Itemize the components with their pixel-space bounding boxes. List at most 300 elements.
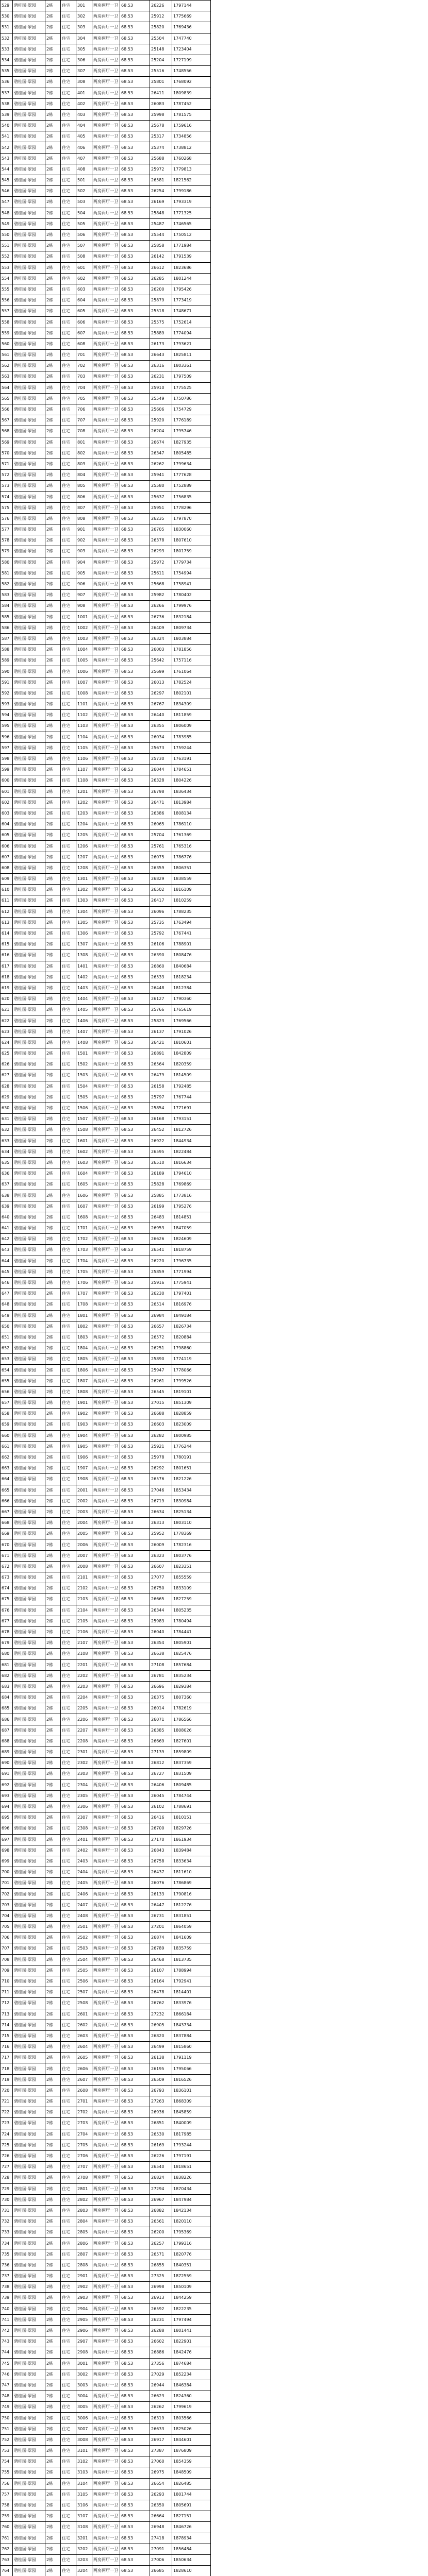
cell-unit-type: 两房两厅一卫 (92, 361, 120, 371)
cell-room: 2501 (76, 1922, 92, 1933)
cell-unit-type: 两房两厅一卫 (92, 1790, 120, 1801)
cell-project: 碧桂园·翠园 (13, 2347, 45, 2358)
cell-usage: 住宅 (61, 2554, 76, 2565)
cell-seq: 706 (1, 1933, 13, 1943)
cell-usage: 住宅 (61, 1910, 76, 1921)
cell-unit-price: 26922 (150, 1136, 172, 1146)
cell-project: 碧桂园·翠园 (13, 590, 45, 601)
cell-area: 68.53 (120, 295, 150, 306)
cell-unit-price: 25148 (150, 44, 172, 55)
cell-seq: 588 (1, 645, 13, 655)
cell-usage: 住宅 (61, 492, 76, 502)
cell-unit-price: 26499 (150, 2042, 172, 2053)
cell-room: 1805 (76, 1354, 92, 1365)
cell-area: 68.53 (120, 1430, 150, 1441)
cell-building: 2栋 (45, 2271, 61, 2282)
cell-unit-type: 两房两厅一卫 (92, 1998, 120, 2009)
cell-area: 68.53 (120, 2020, 150, 2030)
cell-room: 506 (76, 229, 92, 240)
cell-room: 2602 (76, 2020, 92, 2030)
cell-total-price: 1818651 (172, 2162, 211, 2173)
table-row (1, 862, 211, 873)
cell-area: 68.53 (120, 786, 150, 797)
cell-unit-type: 两房两厅一卫 (92, 88, 120, 98)
cell-room: 2005 (76, 1529, 92, 1539)
cell-seq: 663 (1, 1463, 13, 1474)
table-row (1, 2150, 211, 2161)
table-row (1, 153, 211, 164)
cell-unit-price: 26623 (150, 2391, 172, 2402)
cell-room: 1608 (76, 1212, 92, 1223)
cell-room: 1802 (76, 1321, 92, 1332)
cell-area: 68.53 (120, 2489, 150, 2500)
cell-area: 68.53 (120, 1910, 150, 1921)
cell-project: 碧桂园·翠园 (13, 306, 45, 317)
cell-usage: 住宅 (61, 2063, 76, 2074)
cell-total-price: 1822901 (172, 2336, 211, 2347)
cell-usage: 住宅 (61, 2434, 76, 2445)
cell-unit-type: 两房两厅一卫 (92, 11, 120, 22)
cell-project: 碧桂园·翠园 (13, 666, 45, 677)
cell-seq: 685 (1, 1703, 13, 1714)
cell-unit-type: 两房两厅一卫 (92, 1146, 120, 1157)
cell-total-price: 1821562 (172, 175, 211, 186)
cell-total-price: 1801759 (172, 546, 211, 557)
cell-building: 2栋 (45, 2566, 61, 2576)
cell-unit-type: 两房两厅一卫 (92, 1266, 120, 1277)
cell-seq: 546 (1, 186, 13, 197)
cell-usage: 住宅 (61, 2522, 76, 2533)
cell-usage: 住宅 (61, 601, 76, 612)
cell-area: 68.53 (120, 415, 150, 426)
cell-seq: 738 (1, 2282, 13, 2293)
cell-unit-price: 26984 (150, 1310, 172, 1321)
cell-seq: 726 (1, 2150, 13, 2161)
cell-unit-type: 两房两厅一卫 (92, 448, 120, 459)
cell-unit-type: 两房两厅一卫 (92, 1529, 120, 1539)
cell-area: 68.53 (120, 1769, 150, 1780)
cell-unit-price: 26014 (150, 1703, 172, 1714)
table-row (1, 1529, 211, 1539)
cell-unit-type: 两房两厅一卫 (92, 1125, 120, 1136)
cell-unit-type: 两房两厅一卫 (92, 2271, 120, 2282)
cell-area: 68.53 (120, 1125, 150, 1136)
cell-seq: 586 (1, 622, 13, 633)
cell-total-price: 1819101 (172, 1386, 211, 1397)
cell-project: 碧桂园·翠园 (13, 1922, 45, 1933)
cell-seq: 560 (1, 338, 13, 349)
cell-area: 68.53 (120, 622, 150, 633)
cell-seq: 600 (1, 775, 13, 786)
table-row (1, 121, 211, 131)
cell-total-price: 1848509 (172, 2467, 211, 2478)
cell-building: 2栋 (45, 2227, 61, 2238)
cell-room: 1803 (76, 1332, 92, 1343)
cell-room: 1604 (76, 1168, 92, 1179)
cell-unit-price: 27263 (150, 2096, 172, 2107)
cell-building: 2栋 (45, 655, 61, 666)
cell-seq: 697 (1, 1834, 13, 1845)
cell-area: 68.53 (120, 1561, 150, 1572)
cell-usage: 住宅 (61, 666, 76, 677)
cell-total-price: 1842134 (172, 2205, 211, 2216)
cell-project: 碧桂园·翠园 (13, 895, 45, 906)
table-row (1, 524, 211, 535)
cell-unit-price: 25606 (150, 404, 172, 415)
cell-unit-type: 两房两厅一卫 (92, 1430, 120, 1441)
cell-area: 68.53 (120, 830, 150, 841)
cell-room: 1407 (76, 1026, 92, 1037)
cell-area: 68.53 (120, 328, 150, 338)
cell-unit-type: 两房两厅一卫 (92, 1234, 120, 1245)
cell-total-price: 1754994 (172, 568, 211, 579)
cell-seq: 607 (1, 852, 13, 862)
cell-total-price: 1803361 (172, 361, 211, 371)
cell-total-price: 1820776 (172, 2249, 211, 2260)
cell-usage: 住宅 (61, 2140, 76, 2150)
cell-area: 68.53 (120, 1878, 150, 1889)
cell-building: 2栋 (45, 2042, 61, 2053)
cell-project: 碧桂园·翠园 (13, 1616, 45, 1626)
cell-room: 1401 (76, 961, 92, 972)
cell-area: 68.53 (120, 1168, 150, 1179)
cell-project: 碧桂园·翠园 (13, 2325, 45, 2336)
cell-seq: 581 (1, 568, 13, 579)
cell-unit-price: 26626 (150, 1234, 172, 1245)
cell-unit-type: 两房两厅一卫 (92, 1539, 120, 1550)
cell-room: 3202 (76, 2544, 92, 2554)
cell-building: 2栋 (45, 2446, 61, 2456)
cell-room: 2703 (76, 2118, 92, 2129)
cell-unit-type: 两房两厅一卫 (92, 950, 120, 961)
cell-seq: 760 (1, 2522, 13, 2533)
table-row (1, 2020, 211, 2030)
cell-unit-price: 26262 (150, 459, 172, 469)
table-row (1, 579, 211, 589)
cell-room: 2208 (76, 1736, 92, 1747)
cell-room: 1502 (76, 1059, 92, 1070)
cell-building: 2栋 (45, 1987, 61, 1998)
cell-total-price: 1833976 (172, 1998, 211, 2009)
cell-seq: 645 (1, 1266, 13, 1277)
cell-project: 碧桂园·翠园 (13, 1168, 45, 1179)
cell-usage: 住宅 (61, 1626, 76, 1637)
cell-building: 2栋 (45, 688, 61, 699)
cell-unit-price: 26541 (150, 1245, 172, 1256)
cell-unit-price: 26251 (150, 1343, 172, 1354)
cell-project: 碧桂园·翠园 (13, 131, 45, 142)
cell-usage: 住宅 (61, 1289, 76, 1299)
cell-seq: 603 (1, 808, 13, 819)
cell-usage: 住宅 (61, 1409, 76, 1419)
cell-total-price: 1805485 (172, 448, 211, 459)
cell-room: 308 (76, 77, 92, 88)
table-row (1, 2282, 211, 2293)
cell-area: 68.53 (120, 1277, 150, 1288)
cell-area: 68.53 (120, 2554, 150, 2565)
cell-project: 碧桂园·翠园 (13, 1070, 45, 1081)
cell-unit-price: 26158 (150, 1081, 172, 1092)
cell-unit-price: 26688 (150, 1409, 172, 1419)
cell-seq: 689 (1, 1747, 13, 1758)
cell-seq: 733 (1, 2227, 13, 2238)
cell-room: 1103 (76, 721, 92, 732)
table-row (1, 2336, 211, 2347)
cell-total-price: 1823351 (172, 1561, 211, 1572)
cell-building: 2栋 (45, 1812, 61, 1823)
cell-total-price: 1801744 (172, 2489, 211, 2500)
cell-usage: 住宅 (61, 98, 76, 109)
table-row (1, 2194, 211, 2205)
cell-project: 碧桂园·翠园 (13, 1059, 45, 1070)
cell-room: 1307 (76, 939, 92, 950)
cell-area: 68.53 (120, 1506, 150, 1517)
cell-project: 碧桂园·翠园 (13, 2522, 45, 2533)
cell-unit-price: 26750 (150, 1583, 172, 1594)
cell-unit-price: 26654 (150, 2478, 172, 2489)
cell-building: 2栋 (45, 2303, 61, 2314)
cell-unit-type: 两房两厅一卫 (92, 2183, 120, 2194)
cell-usage: 住宅 (61, 1081, 76, 1092)
cell-unit-type: 两房两厅一卫 (92, 197, 120, 208)
cell-area: 68.53 (120, 1987, 150, 1998)
cell-seq: 655 (1, 1376, 13, 1386)
table-row (1, 448, 211, 459)
cell-usage: 住宅 (61, 1398, 76, 1409)
table-row (1, 2129, 211, 2140)
cell-building: 2栋 (45, 1670, 61, 1681)
cell-area: 68.53 (120, 142, 150, 153)
cell-unit-price: 26502 (150, 885, 172, 895)
cell-seq: 683 (1, 1681, 13, 1692)
cell-unit-price: 26824 (150, 2173, 172, 2183)
cell-usage: 住宅 (61, 2096, 76, 2107)
cell-project: 碧桂园·翠园 (13, 1594, 45, 1605)
cell-area: 68.53 (120, 2413, 150, 2424)
table-row (1, 841, 211, 852)
cell-project: 碧桂园·翠园 (13, 1867, 45, 1878)
cell-unit-price: 26437 (150, 1867, 172, 1878)
cell-area: 68.53 (120, 655, 150, 666)
cell-unit-price: 25859 (150, 1266, 172, 1277)
table-row (1, 1343, 211, 1354)
cell-unit-type: 两房两厅一卫 (92, 1048, 120, 1059)
cell-room: 3201 (76, 2533, 92, 2544)
cell-project: 碧桂园·翠园 (13, 1103, 45, 1113)
cell-total-price: 1816976 (172, 1299, 211, 1310)
cell-seq: 659 (1, 1419, 13, 1430)
cell-area: 68.53 (120, 972, 150, 982)
cell-room: 906 (76, 579, 92, 589)
cell-room: 307 (76, 66, 92, 77)
cell-area: 68.53 (120, 1266, 150, 1277)
cell-seq: 571 (1, 459, 13, 469)
cell-usage: 住宅 (61, 2085, 76, 2096)
cell-total-price: 1861934 (172, 1834, 211, 1845)
cell-building: 2栋 (45, 1943, 61, 1954)
cell-total-price: 1835234 (172, 1670, 211, 1681)
cell-room: 2102 (76, 1583, 92, 1594)
cell-usage: 住宅 (61, 1572, 76, 1583)
cell-room: 2805 (76, 2227, 92, 2238)
cell-seq: 604 (1, 819, 13, 830)
table-row (1, 1725, 211, 1736)
cell-usage: 住宅 (61, 2369, 76, 2380)
cell-unit-price: 26009 (150, 1539, 172, 1550)
cell-area: 68.53 (120, 1714, 150, 1725)
cell-room: 2908 (76, 2347, 92, 2358)
cell-unit-type: 两房两厅一卫 (92, 2293, 120, 2303)
cell-project: 碧桂园·翠园 (13, 1572, 45, 1583)
cell-building: 2栋 (45, 1037, 61, 1048)
cell-seq: 652 (1, 1343, 13, 1354)
cell-total-price: 1793319 (172, 197, 211, 208)
table-row (1, 1780, 211, 1790)
cell-usage: 住宅 (61, 459, 76, 469)
table-row (1, 1398, 211, 1409)
cell-seq: 550 (1, 229, 13, 240)
cell-usage: 住宅 (61, 1529, 76, 1539)
cell-usage: 住宅 (61, 2358, 76, 2369)
cell-usage: 住宅 (61, 1845, 76, 1856)
table-row (1, 1638, 211, 1649)
cell-building: 2栋 (45, 1277, 61, 1288)
table-row (1, 732, 211, 742)
cell-unit-price: 26045 (150, 1790, 172, 1801)
table-row (1, 197, 211, 208)
cell-usage: 住宅 (61, 426, 76, 437)
cell-usage: 住宅 (61, 1638, 76, 1649)
cell-building: 2栋 (45, 775, 61, 786)
cell-unit-type: 两房两厅一卫 (92, 1594, 120, 1605)
cell-room: 2904 (76, 2303, 92, 2314)
cell-room: 2706 (76, 2150, 92, 2161)
table-row (1, 371, 211, 382)
cell-project: 碧桂园·翠园 (13, 557, 45, 568)
table-row (1, 1801, 211, 1812)
cell-room: 3008 (76, 2434, 92, 2445)
cell-unit-type: 两房两厅一卫 (92, 590, 120, 601)
cell-room: 2006 (76, 1539, 92, 1550)
cell-area: 68.53 (120, 1736, 150, 1747)
cell-usage: 住宅 (61, 972, 76, 982)
cell-project: 碧桂园·翠园 (13, 982, 45, 993)
cell-area: 68.53 (120, 1583, 150, 1594)
table-row (1, 1910, 211, 1921)
cell-area: 68.53 (120, 2402, 150, 2413)
cell-project: 碧桂园·翠园 (13, 338, 45, 349)
cell-total-price: 1840351 (172, 2260, 211, 2270)
cell-room: 605 (76, 306, 92, 317)
cell-room: 2306 (76, 1801, 92, 1812)
cell-unit-type: 两房两厅一卫 (92, 2194, 120, 2205)
cell-total-price: 1799316 (172, 2238, 211, 2249)
cell-area: 68.53 (120, 2293, 150, 2303)
cell-usage: 住宅 (61, 939, 76, 950)
table-row (1, 186, 211, 197)
table-row (1, 753, 211, 764)
cell-total-price: 1864059 (172, 1922, 211, 1933)
cell-area: 68.53 (120, 1649, 150, 1659)
cell-seq: 621 (1, 1005, 13, 1015)
cell-project: 碧桂园·翠园 (13, 382, 45, 393)
cell-room: 601 (76, 262, 92, 273)
table-row (1, 404, 211, 415)
cell-unit-price: 25879 (150, 295, 172, 306)
cell-unit-price: 27418 (150, 2533, 172, 2544)
cell-room: 405 (76, 131, 92, 142)
cell-area: 68.53 (120, 1725, 150, 1736)
cell-project: 碧桂园·翠园 (13, 1398, 45, 1409)
cell-seq: 532 (1, 33, 13, 44)
table-row (1, 1681, 211, 1692)
cell-usage: 住宅 (61, 2030, 76, 2041)
cell-unit-type: 两房两厅一卫 (92, 1922, 120, 1933)
cell-project: 碧桂园·翠园 (13, 2336, 45, 2347)
cell-usage: 住宅 (61, 437, 76, 448)
cell-project: 碧桂园·翠园 (13, 2162, 45, 2173)
cell-unit-type: 两房两厅一卫 (92, 633, 120, 644)
cell-room: 2507 (76, 1987, 92, 1998)
cell-seq: 545 (1, 175, 13, 186)
cell-area: 68.53 (120, 906, 150, 917)
cell-room: 1302 (76, 885, 92, 895)
cell-unit-price: 26576 (150, 1474, 172, 1485)
cell-usage: 住宅 (61, 1670, 76, 1681)
cell-project: 碧桂园·翠园 (13, 765, 45, 775)
cell-unit-price: 26561 (150, 2216, 172, 2227)
cell-seq: 539 (1, 109, 13, 120)
cell-usage: 住宅 (61, 753, 76, 764)
cell-seq: 762 (1, 2544, 13, 2554)
cell-total-price: 1806009 (172, 721, 211, 732)
cell-usage: 住宅 (61, 1922, 76, 1933)
cell-usage: 住宅 (61, 1703, 76, 1714)
cell-total-price: 1784441 (172, 1626, 211, 1637)
cell-total-price: 1844259 (172, 2293, 211, 2303)
cell-usage: 住宅 (61, 2293, 76, 2303)
cell-project: 碧桂园·翠园 (13, 622, 45, 633)
cell-unit-type: 两房两厅一卫 (92, 677, 120, 688)
cell-room: 1406 (76, 1015, 92, 1026)
cell-unit-type: 两房两厅一卫 (92, 982, 120, 993)
cell-project: 碧桂园·翠园 (13, 2489, 45, 2500)
cell-room: 1001 (76, 612, 92, 622)
cell-room: 905 (76, 568, 92, 579)
cell-seq: 597 (1, 742, 13, 753)
cell-seq: 538 (1, 98, 13, 109)
cell-usage: 住宅 (61, 688, 76, 699)
cell-seq: 642 (1, 1234, 13, 1245)
cell-room: 703 (76, 371, 92, 382)
cell-total-price: 1746565 (172, 218, 211, 229)
cell-usage: 住宅 (61, 44, 76, 55)
cell-area: 68.53 (120, 1474, 150, 1485)
cell-usage: 住宅 (61, 121, 76, 131)
cell-area: 68.53 (120, 2336, 150, 2347)
cell-seq: 564 (1, 382, 13, 393)
cell-total-price: 1831509 (172, 1769, 211, 1780)
cell-room: 2506 (76, 1976, 92, 1987)
cell-room: 2307 (76, 1812, 92, 1823)
cell-seq: 628 (1, 1081, 13, 1092)
cell-unit-type: 两房两厅一卫 (92, 1310, 120, 1321)
cell-unit-type: 两房两厅一卫 (92, 1910, 120, 1921)
table-row (1, 2107, 211, 2118)
cell-usage: 住宅 (61, 33, 76, 44)
cell-total-price: 1866184 (172, 2009, 211, 2020)
cell-seq: 559 (1, 328, 13, 338)
